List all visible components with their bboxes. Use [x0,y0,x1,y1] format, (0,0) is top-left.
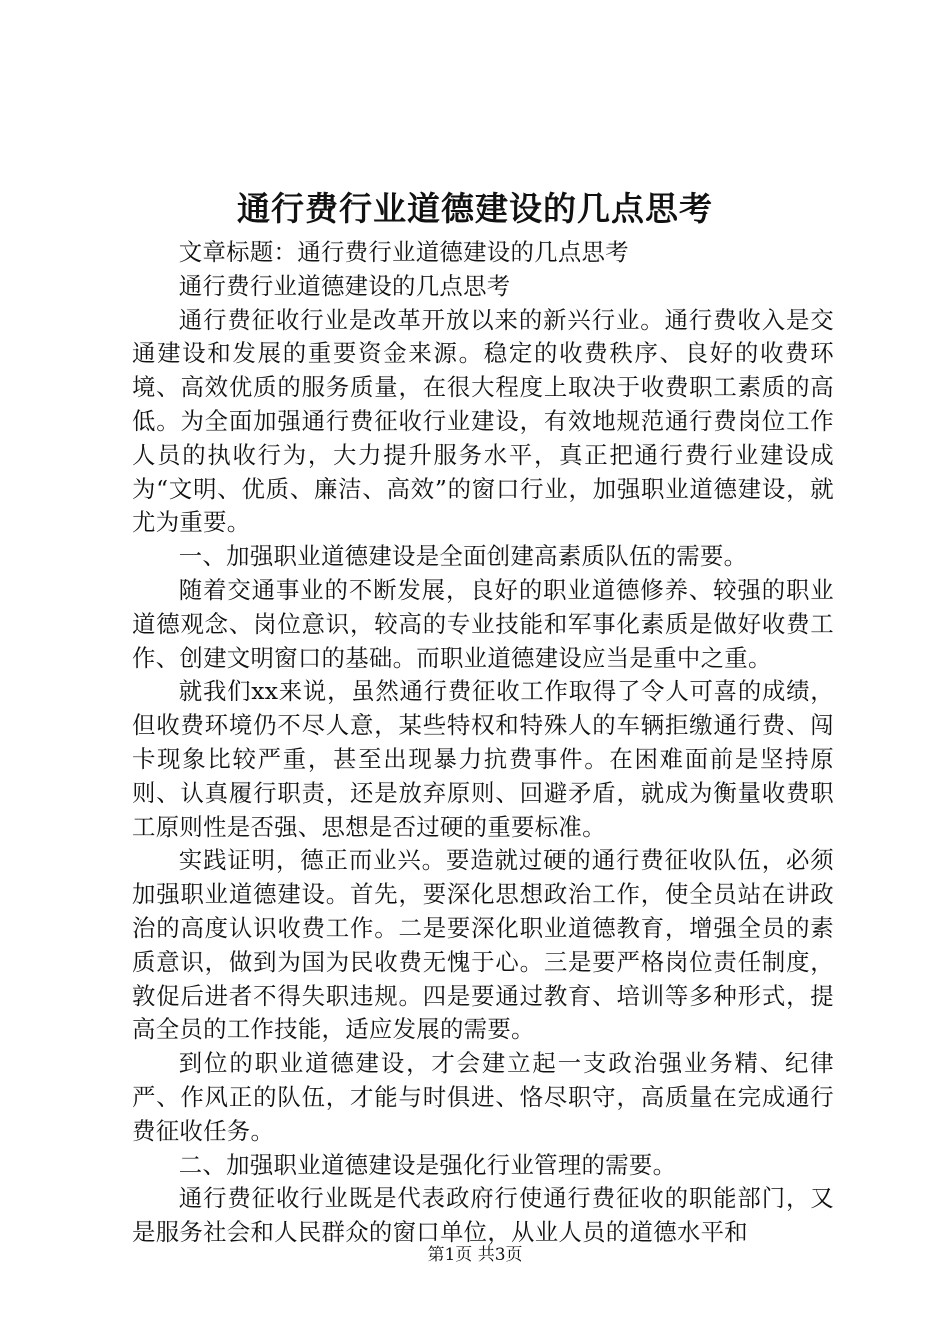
page-number-footer: 第1页 共3页 [427,1245,523,1265]
paragraph: 就我们xx来说，虽然通行费征收工作取得了令人可喜的成绩，但收费环境仍不尽人意，某些特权和特殊人的车辆拒缴通行费、闯卡现象比较严重，甚至出现暴力抗费事件。在困难面前是坚持原则、认真履行职责，还是放弃原则、回避矛盾，就成为衡量收费职工原则性是否强、思想是否过硬的重要标准。 [132,677,834,841]
paragraph: 通行费征收行业是改革开放以来的新兴行业。通行费收入是交通建设和发展的重要资金来源。稳定的收费秩序、良好的收费环境、高效优质的服务质量，在很大程度上取决于收费职工素质的高低。为全面加强通行费征收行业建设，有效地规范通行费岗位工作人员的执收行为，大力提升服务水平，真正把通行费行业建设成为“文明、优质、廉洁、高效”的窗口行业，加强职业道德建设，就尤为重要。 [132,305,834,537]
paragraph-article-title: 文章标题：通行费行业道德建设的几点思考 [178,238,629,266]
document-title: 通行费行业道德建设的几点思考 [237,189,713,228]
paragraph: 通行费征收行业既是代表政府行使通行费征收的职能部门，又是服务社会和人民群众的窗口单位，从业人员的道德水平和 [132,1184,834,1247]
paragraph-subtitle: 通行费行业道德建设的几点思考 [178,271,511,300]
document-body [132,236,834,1250]
paragraph: 随着交通事业的不断发展，良好的职业道德修养、较强的职业道德观念、岗位意识，较高的专业技能和军事化素质是做好收费工作、创建文明窗口的基础。而职业道德建设应当是重中之重。 [132,575,834,672]
section-heading: 一、加强职业道德建设是全面创建高素质队伍的需要。 [178,542,748,571]
section-heading: 二、加强职业道德建设是强化行业管理的需要。 [178,1150,677,1179]
paragraph: 到位的职业道德建设，才会建立起一支政治强业务精、纪律严、作风正的队伍，才能与时俱进、恪尽职守，高质量在完成通行费征收任务。 [132,1049,834,1145]
paragraph: 实践证明，德正而业兴。要造就过硬的通行费征收队伍，必须加强职业道德建设。首先，要深化思想政治工作，使全员站在讲政治的高度认识收费工作。二是要深化职业道德教育，增强全员的素质意识，做到为国为民收费无愧于心。三是要严格岗位责任制度，敦促后进者不得失职违规。四是要通过教育、培训等多种形式，提高全员的工作技能，适应发展的需要。 [132,846,834,1044]
